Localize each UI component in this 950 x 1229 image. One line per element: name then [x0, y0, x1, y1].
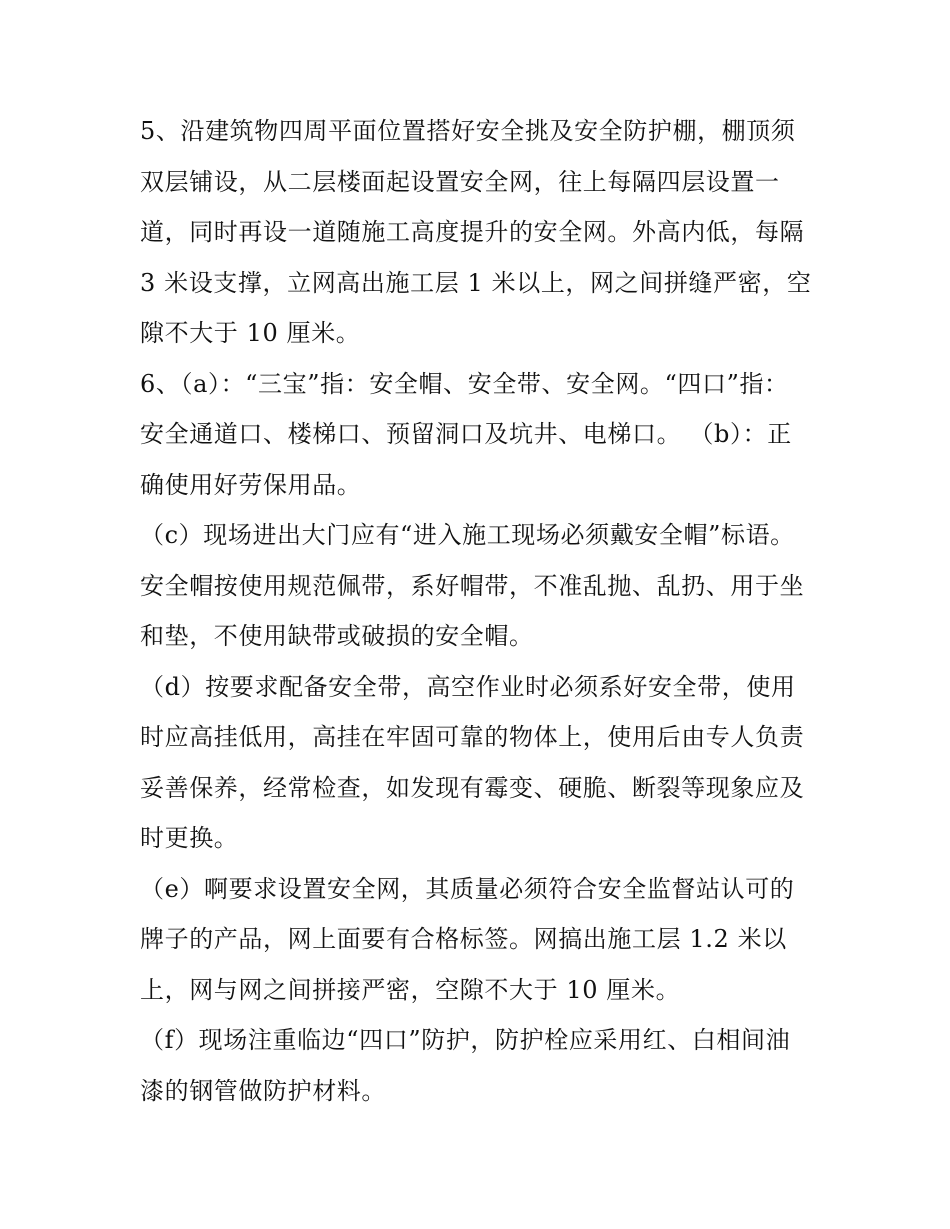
- text-line: 隙不大于 10 厘米。: [140, 319, 361, 347]
- text-line: 确使用好劳保用品。: [140, 470, 362, 499]
- text-line: 双层铺设，从二层楼面起设置安全网，往上每隔四层设置一: [140, 167, 780, 196]
- text-line: 上，网与网之间拼接严密，空隙不大于 10 厘米。: [140, 975, 681, 1004]
- text-line: 3 米设支撑，立网高出施工层 1 米以上，网之间拼缝严密，空: [140, 268, 812, 297]
- text-line: 和垫，不使用缺带或破损的安全帽。: [140, 622, 534, 650]
- text-line: 时应高挂低用，高挂在牢固可靠的物体上，使用后由专人负责: [140, 723, 805, 751]
- text-line: （e）啊要求设置安全网，其质量必须符合安全监督站认可的: [140, 874, 795, 903]
- text-line: 牌子的产品，网上面要有合格标签。网搞出施工层 1.2 米以: [140, 925, 787, 953]
- text-line: 时更换。: [140, 824, 239, 852]
- text-line: 安全通道口、楼梯口、预留洞口及坑井、电梯口。 （b）：正: [140, 420, 792, 448]
- text-line: 漆的钢管做防护材料。: [140, 1076, 386, 1105]
- text-line: （f）现场注重临边“四口”防护，防护栓应采用红、白相间油: [140, 1026, 791, 1054]
- text-line: 6、（a）：“三宝”指：安全帽、安全带、安全网。“四口”指：: [140, 369, 789, 398]
- document-body: [140, 106, 816, 1116]
- text-line: 道，同时再设一道随施工高度提升的安全网。外高内低，每隔: [140, 218, 805, 246]
- text-line: 妥善保养，经常检查，如发现有霉变、硬脆、断裂等现象应及: [140, 773, 805, 802]
- text-line: 安全帽按使用规范佩带，系好帽带，不准乱抛、乱扔、用于坐: [140, 571, 805, 600]
- text-line: （d）按要求配备安全带，高空作业时必须系好安全带，使用: [140, 672, 796, 701]
- text-line: （c）现场进出大门应有“进入施工现场必须戴安全帽”标语。: [140, 521, 795, 549]
- text-line: 5、沿建筑物四周平面位置搭好安全挑及安全防护棚，棚顶须: [140, 117, 796, 145]
